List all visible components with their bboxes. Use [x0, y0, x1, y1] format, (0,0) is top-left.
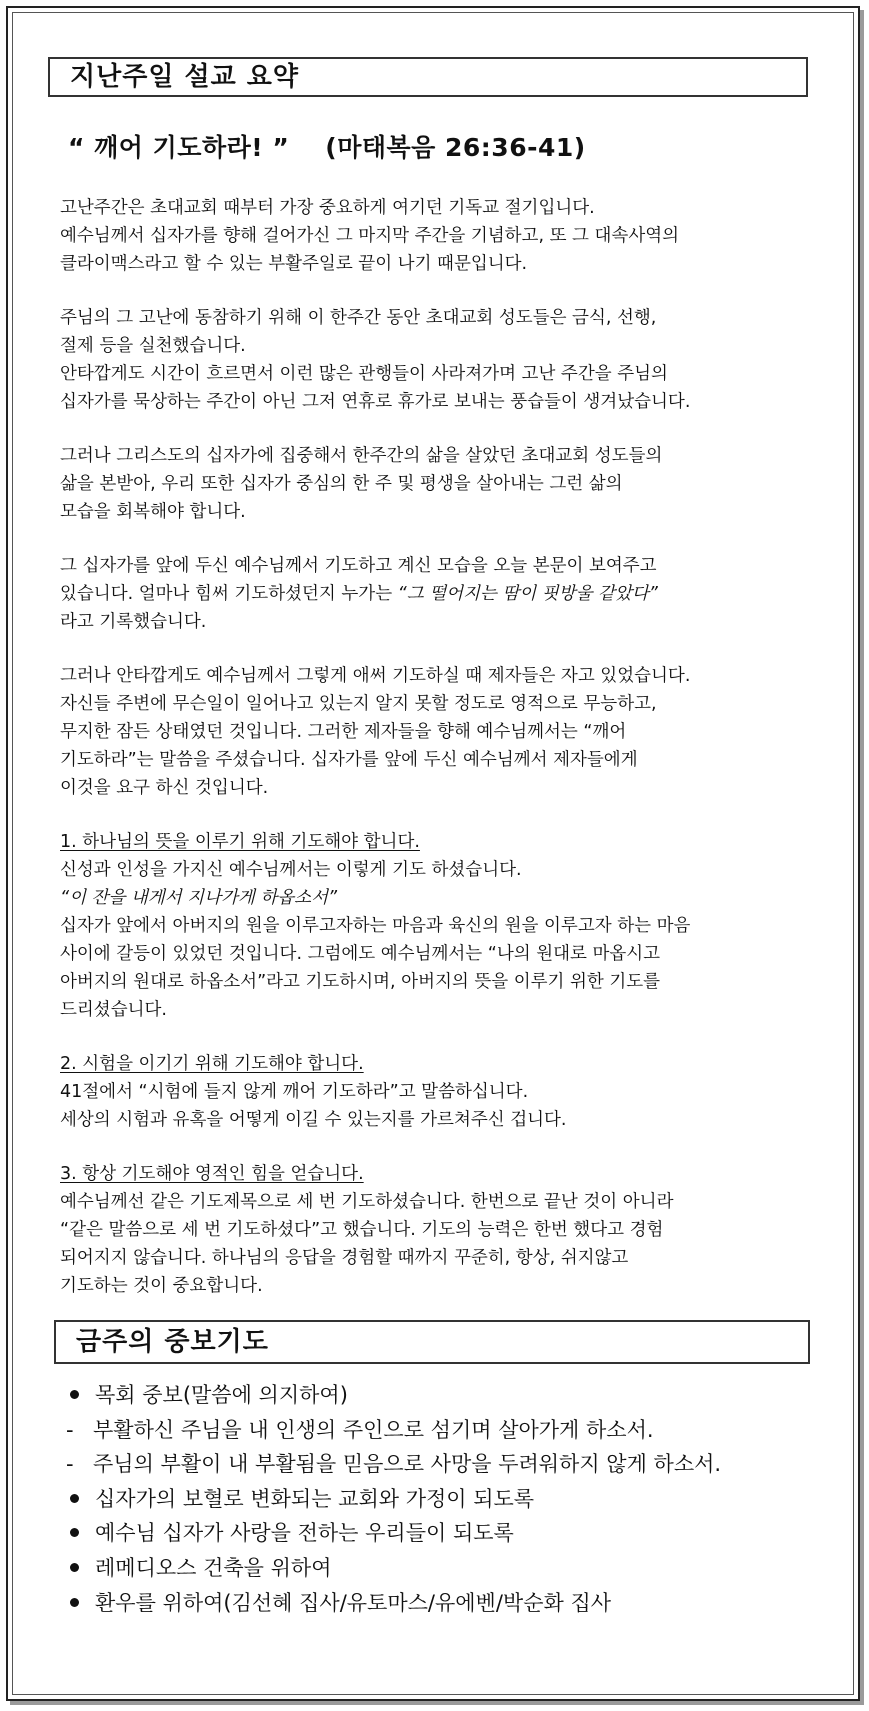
prayer-item	[64, 1447, 721, 1482]
point-3	[60, 1160, 820, 1300]
prayer-item-text: 십자가의 보혈로 변화되는 교회와 가정이 되도록	[95, 1486, 535, 1511]
text-line: 예수님께선 같은 기도제목으로 세 번 기도하셨습니다. 한번으로 끝난 것이 아니라	[60, 1192, 674, 1212]
text-line: 주님의 그 고난에 동참하기 위해 이 한주간 동안 초대교회 성도들은 금식, 선행,	[60, 308, 657, 328]
prayer-list	[64, 1378, 721, 1620]
italic-quote: “그 떨어지는 땀이 핏방울 같았다”	[397, 584, 658, 604]
text-line: 자신들 주변에 무슨일이 일어나고 있는지 알지 못할 정도로 영적으로 무능하고,	[60, 694, 657, 714]
prayer-item-text: 목회 중보(말씀에 의지하여)	[95, 1383, 348, 1407]
sermon-title-line	[68, 128, 586, 164]
prayer-item-text: 부활하신 주님을 내 인생의 주인으로 섬기며 살아가게 하소서.	[93, 1417, 654, 1442]
paragraph-4	[60, 552, 820, 636]
dash-marker-icon: -	[66, 1417, 74, 1442]
text-line	[60, 580, 820, 608]
text-line: 라고 기록했습니다.	[60, 612, 207, 632]
sermon-body	[60, 194, 820, 1326]
scripture-reference: (마태복음 26:36-41)	[325, 133, 586, 162]
bullet-icon	[70, 1494, 79, 1503]
text-line: 절제 등을 실천했습니다.	[60, 336, 246, 356]
text-line: 기도하라”는 말씀을 주셨습니다. 십자가를 앞에 두신 예수님께서 제자들에게	[60, 750, 638, 770]
text-line: 41절에서 “시험에 들지 않게 깨어 기도하라”고 말씀하십니다.	[60, 1082, 529, 1102]
point-1	[60, 828, 820, 1024]
text-line: 십자가를 묵상하는 주간이 아닌 그저 연휴로 휴가로 보내는 풍습들이 생겨났습니다.	[60, 392, 691, 412]
text-line: 아버지의 원대로 하옵소서”라고 기도하시며, 아버지의 뜻을 이루기 위한 기도를	[60, 972, 661, 992]
text-line: 클라이맥스라고 할 수 있는 부활주일로 끝이 나기 때문입니다.	[60, 254, 528, 274]
text-line: 삶을 본받아, 우리 또한 십자가 중심의 한 주 및 평생을 살아내는 그런 삶의	[60, 474, 623, 494]
text-line: 안타깝게도 시간이 흐르면서 이런 많은 관행들이 사라져가며 고난 주간을 주님의	[60, 364, 668, 384]
prayer-item-text: 예수님 십자가 사랑을 전하는 우리들이 되도록	[95, 1521, 514, 1546]
bullet-icon	[70, 1563, 79, 1572]
prayer-item	[64, 1551, 721, 1586]
paragraph-3	[60, 442, 820, 526]
text-line: “같은 말씀으로 세 번 기도하셨다”고 했습니다. 기도의 능력은 한번 했다고 경험	[60, 1220, 664, 1240]
text-line: 십자가 앞에서 아버지의 원을 이루고자하는 마음과 육신의 원을 이루고자 하는 마음	[60, 916, 691, 936]
intercessory-prayer-heading: 금주의 중보기도	[54, 1320, 810, 1364]
point-2	[60, 1050, 820, 1134]
prayer-item-text: 레메디오스 건축을 위하여	[95, 1555, 332, 1580]
text-line: 되어지지 않습니다. 하나님의 응답을 경험할 때까지 꾸준히, 항상, 쉬지않고	[60, 1248, 629, 1268]
text-line: 신성과 인성을 가지신 예수님께서는 이렇게 기도 하셨습니다.	[60, 860, 522, 880]
text-line: 기도하는 것이 중요합니다.	[60, 1276, 263, 1296]
dash-marker-icon: -	[66, 1452, 74, 1477]
text-line: 그러나 안타깝게도 예수님께서 그렇게 애써 기도하실 때 제자들은 자고 있었습니다.	[60, 666, 691, 686]
prayer-item	[64, 1586, 721, 1621]
paragraph-1	[60, 194, 820, 278]
bullet-icon	[70, 1598, 79, 1607]
text-line: 예수님께서 십자가를 향해 걸어가신 그 마지막 주간을 기념하고, 또 그 대속사역의	[60, 226, 680, 246]
text-line: 이것을 요구 하신 것입니다.	[60, 778, 269, 798]
sermon-title: “ 깨어 기도하라! ”	[68, 133, 290, 162]
prayer-item	[64, 1482, 721, 1517]
bullet-icon	[70, 1528, 79, 1537]
text-line: 무지한 잠든 상태였던 것입니다. 그러한 제자들을 향해 예수님께서는 “깨어	[60, 722, 627, 742]
prayer-item-text: 환우를 위하여(김선혜 집사/유토마스/유에벤/박순화 집사	[95, 1590, 612, 1615]
text-line: 그러나 그리스도의 십자가에 집중해서 한주간의 삶을 살았던 초대교회 성도들의	[60, 446, 663, 466]
bullet-icon	[70, 1390, 79, 1399]
paragraph-2	[60, 304, 820, 416]
paragraph-5	[60, 662, 820, 802]
sermon-summary-heading: 지난주일 설교 요약	[48, 57, 808, 97]
text-line: 사이에 갈등이 있었던 것입니다. 그럼에도 예수님께서는 “나의 원대로 마옵시고	[60, 944, 661, 964]
text-line: 그 십자가를 앞에 두신 예수님께서 기도하고 계신 모습을 오늘 본문이 보여주고	[60, 556, 657, 576]
text-line: 세상의 시험과 유혹을 어떻게 이길 수 있는지를 가르쳐주신 겁니다.	[60, 1110, 567, 1130]
text-line: 모습을 회복해야 합니다.	[60, 502, 246, 522]
text-line: 드리셨습니다.	[60, 1000, 167, 1020]
point-heading: 1. 하나님의 뜻을 이루기 위해 기도해야 합니다.	[60, 832, 420, 852]
prayer-item	[64, 1378, 721, 1413]
text-segment: 있습니다. 얼마나 힘써 기도하셨던지 누가는	[60, 584, 398, 604]
text-line: 고난주간은 초대교회 때부터 가장 중요하게 여기던 기독교 절기입니다.	[60, 198, 595, 218]
point-heading: 3. 항상 기도해야 영적인 힘을 얻습니다.	[60, 1164, 364, 1184]
italic-quote: “이 잔을 내게서 지나가게 하옵소서”	[60, 888, 338, 908]
point-heading: 2. 시험을 이기기 위해 기도해야 합니다.	[60, 1054, 364, 1074]
prayer-item-text: 주님의 부활이 내 부활됨을 믿음으로 사망을 두려워하지 않게 하소서.	[93, 1452, 722, 1477]
prayer-item	[64, 1413, 721, 1448]
prayer-item	[64, 1516, 721, 1551]
